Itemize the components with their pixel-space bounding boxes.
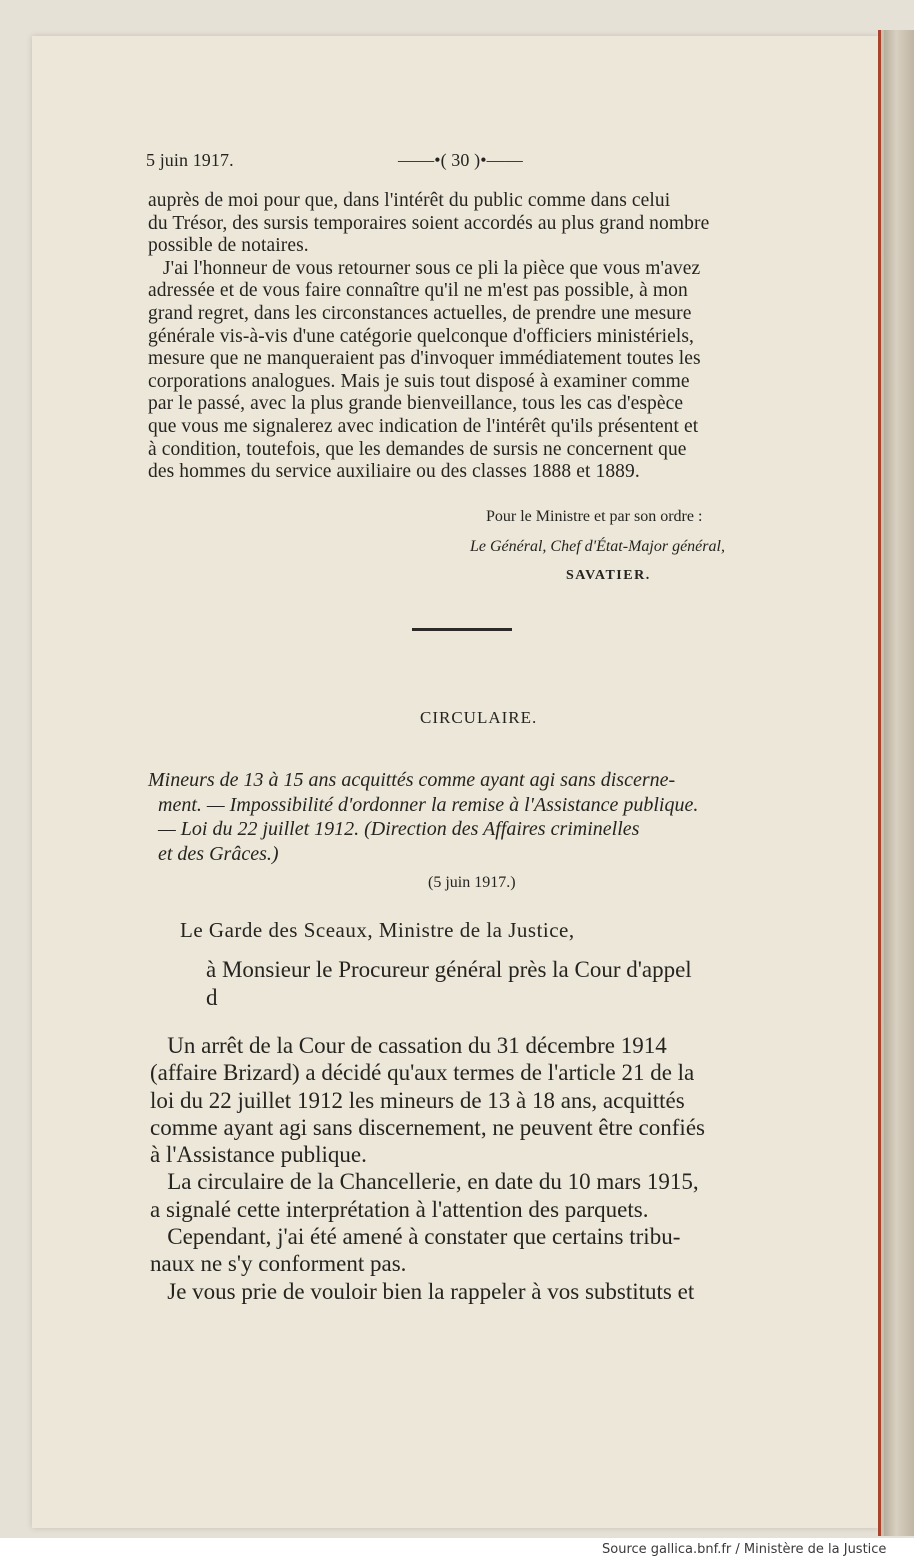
- paragraph-line: générale vis-à-vis d'une catégorie quelconque d'officiers ministériels,: [148, 325, 695, 347]
- paragraph-line: (affaire Brizard) a décidé qu'aux termes de l'article 21 de la: [150, 1060, 695, 1086]
- paragraph-line: des hommes du service auxiliaire ou des classes 1888 et 1889.: [148, 461, 640, 483]
- paragraph-line: a signalé cette interprétation à l'attention des parquets.: [150, 1196, 649, 1222]
- paragraph-line: corporations analogues. Mais je suis tout disposé à examiner comme: [148, 370, 690, 392]
- paragraph-line: grand regret, dans les circonstances actuelles, de prendre une mesure: [148, 302, 692, 324]
- paragraph-line: du Trésor, des sursis temporaires soient accordés au plus grand nombre: [148, 212, 710, 234]
- signature-line-1: Pour le Ministre et par son ordre :: [486, 508, 703, 525]
- paragraph-line: La circulaire de la Chancellerie, en date du 10 mars 1915,: [150, 1169, 699, 1195]
- paragraph-line: Cependant, j'ai été amené à constater que certains tribu-: [150, 1224, 681, 1250]
- paragraph-2: [150, 1032, 705, 1305]
- page-edge-shadow: [884, 30, 914, 1536]
- paragraph-line: à condition, toutefois, que les demandes de sursis ne concernent que: [148, 438, 687, 460]
- signature-name: SAVATIER.: [566, 568, 651, 583]
- recipient-line: d: [206, 985, 218, 1010]
- paragraph-line: par le passé, avec la plus grande bienveillance, tous les cas d'espèce: [148, 393, 684, 415]
- page-number: ——•( 30 )•——: [398, 150, 523, 170]
- paragraph-line: comme ayant agi sans discernement, ne peuvent être confiés: [150, 1114, 705, 1140]
- paragraph-line: que vous me signalerez avec indication de l'intérêt qu'ils présentent et: [148, 415, 699, 437]
- subject-line: ment. — Impossibilité d'ordonner la remise à l'Assistance publique.: [148, 793, 699, 816]
- header-date: 5 juin 1917.: [146, 150, 234, 170]
- circular-subject: [148, 768, 698, 866]
- recipient-line: à Monsieur le Procureur général près la Cour d'appel: [206, 957, 692, 982]
- paragraph-1: [148, 190, 709, 484]
- subject-line: — Loi du 22 juillet 1912. (Direction des Affaires criminelles: [148, 818, 640, 840]
- paragraph-line: Je vous prie de vouloir bien la rappeler à vos substituts et: [150, 1278, 695, 1304]
- subject-line: Mineurs de 13 à 15 ans acquittés comme ayant agi sans discerne-: [148, 769, 676, 791]
- paragraph-line: auprès de moi pour que, dans l'intérêt du public comme dans celui: [148, 190, 671, 211]
- subject-line: et des Grâces.): [148, 842, 279, 865]
- section-divider: [412, 628, 512, 631]
- source-footer: Source gallica.bnf.fr / Ministère de la Justice: [602, 1542, 887, 1557]
- paragraph-line: J'ai l'honneur de vous retourner sous ce pli la pièce que vous m'avez: [148, 257, 701, 279]
- paragraph-line: loi du 22 juillet 1912 les mineurs de 13 à 18 ans, acquittés: [150, 1087, 685, 1113]
- paragraph-line: Un arrêt de la Cour de cassation du 31 décembre 1914: [150, 1033, 667, 1058]
- circular-date: (5 juin 1917.): [428, 874, 516, 891]
- signature-line-2: Le Général, Chef d'État-Major général,: [470, 538, 725, 555]
- paragraph-line: à l'Assistance publique.: [150, 1142, 367, 1168]
- sender-title: Le Garde des Sceaux, Ministre de la Justice,: [180, 918, 575, 942]
- section-heading: CIRCULAIRE.: [420, 708, 538, 727]
- paragraph-line: possible de notaires.: [148, 235, 309, 257]
- paragraph-line: adressée et de vous faire connaître qu'il ne m'est pas possible, à mon: [148, 280, 688, 302]
- paragraph-line: naux ne s'y conforment pas.: [150, 1251, 407, 1277]
- paragraph-line: mesure que ne manqueraient pas d'invoquer immédiatement toutes les: [148, 348, 701, 370]
- recipient: [206, 956, 692, 1012]
